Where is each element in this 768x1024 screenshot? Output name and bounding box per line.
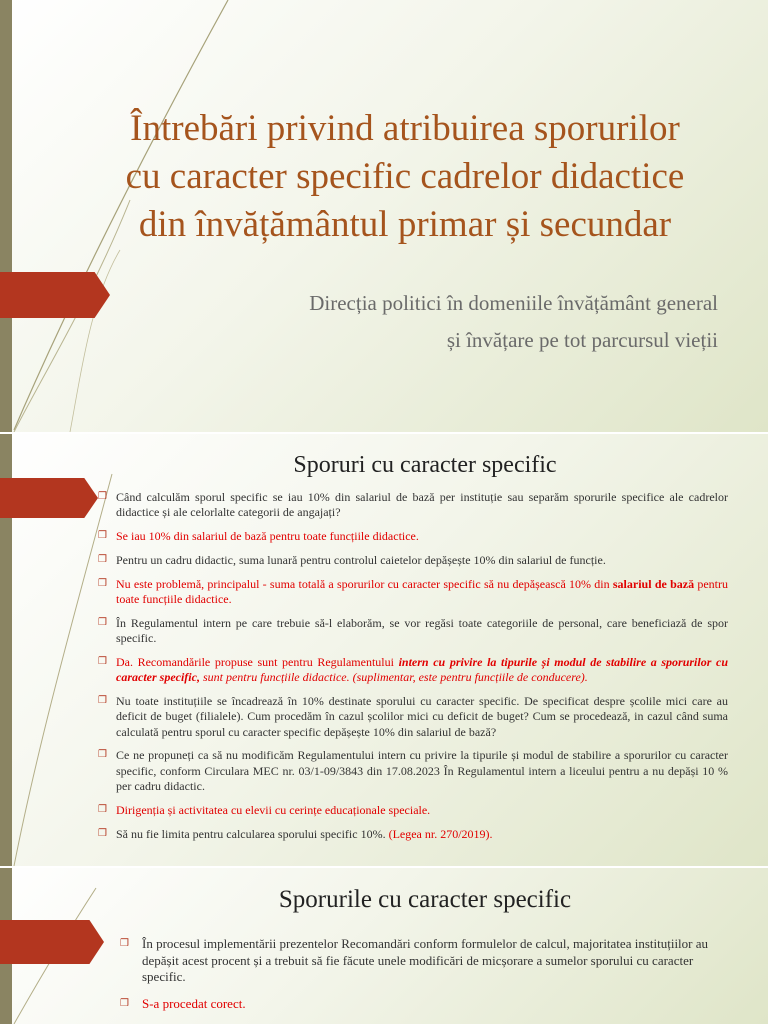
accent-arrow	[0, 478, 98, 518]
subtitle-line: și învățare pe tot parcursul vieții	[446, 328, 718, 352]
bullet-icon: ❒	[120, 938, 129, 949]
list-item: ❒ În Regulamentul intern pe care trebuie să-l elaborăm, se vor regăsi toate categoriile de personal, care beneficiază de spor specific.	[98, 615, 728, 646]
list-item: ❒ Ce ne propuneți ca să nu modificăm Regulamentului intern cu privire la tipurile și modul de stabilire a sporurilor cu caracter specific, conform Circulara MEC nr. 03/1-09/3843 din 17.08.2023 În Regulamentul intern a liceului pentru a nu depăși 10 % per cadru didactic.	[98, 748, 728, 793]
list-item: ❒ Să nu fie limita pentru calcularea sporului specific 10%. (Legea nr. 270/2019).	[98, 826, 493, 841]
list-item: ❒ Pentru un cadru didactic, suma lunară pentru controlul caietelor depășește 10% din salariul de funcție.	[98, 552, 606, 567]
bullet-icon: ❒	[98, 749, 107, 761]
bullet-icon: ❒	[98, 553, 107, 565]
slide-sporuri	[0, 434, 768, 866]
list-item: ❒ Când calculăm sporul specific se iau 10% din salariul de bază per instituție sau separăm sporurile specifice ale cadrelor didactice și ale celorlalte categorii de angajați?	[98, 490, 728, 520]
list-item: ❒ Dirigenția și activitatea cu elevii cu cerințe educaționale speciale.	[98, 802, 431, 817]
bullet-icon: ❒	[98, 827, 107, 839]
presentation-title	[80, 105, 730, 249]
list-item: ❒ Nu este problemă, principalul - suma totală a sporurilor cu caracter specific să nu depășească 10% din salariul de bază pentru toate funcțiile didactice.	[98, 576, 729, 606]
list-item: ❒ În procesul implementării prezentelor Recomandări conform formulelor de calcul, majoritatea instituțiilor au depășit acest procent și a trebuit să fie făcute unele modificări de micșorare a sumelor sporului cu caracter specific.	[120, 936, 709, 984]
title-line: Întrebări privind atribuirea sporurilor	[130, 108, 680, 149]
bullet-icon: ❒	[98, 491, 107, 502]
accent-arrow	[0, 272, 110, 318]
title-line: cu caracter specific cadrelor didactice	[125, 156, 685, 197]
list-item: ❒ Se iau 10% din salariul de bază pentru toate funcțiile didactice.	[98, 529, 419, 544]
bullet-icon: ❒	[98, 694, 107, 706]
bullet-icon: ❒	[98, 616, 107, 628]
subtitle-line: Direcția politici în domeniile învățământ general	[309, 291, 718, 315]
list-item: ❒ Da. Recomandările propuse sunt pentru Regulamentului intern cu privire la tipurile și modul de stabilire a sporurilor cu caracter specific, sunt pentru funcțiile didactice. (suplimentar, este pentru funcțiile de conducere).	[98, 654, 728, 685]
slide-title	[0, 0, 768, 432]
question-list	[98, 490, 728, 850]
bullet-icon: ❒	[98, 577, 107, 589]
bullet-icon: ❒	[120, 997, 129, 1009]
slide-title: Sporurile cu caracter specific	[278, 886, 572, 913]
list-item: ❒ S-a procedat corect.	[120, 995, 246, 1011]
answer-list	[118, 936, 718, 1022]
bullet-icon: ❒	[98, 655, 107, 667]
accent-arrow	[0, 920, 104, 964]
presentation-subtitle	[158, 285, 718, 359]
title-line: din învățământul primar și secundar	[138, 204, 672, 245]
list-item: ❒ Nu toate instituțiile se încadrează în 10% destinate sporului cu caracter specific. De specificat despre școlile mici care au deficit de buget (filialele). Cum procedăm în cazul școlilor mici cu deficit de buget? Cum se procedează, in cazul când suma calculată pentru sporul cu caracter specific depășește 10% din salariul de bază?	[98, 693, 728, 739]
bullet-icon: ❒	[98, 803, 107, 815]
slide-title: Sporuri cu caracter specific	[293, 452, 557, 478]
bullet-icon: ❒	[98, 530, 107, 542]
